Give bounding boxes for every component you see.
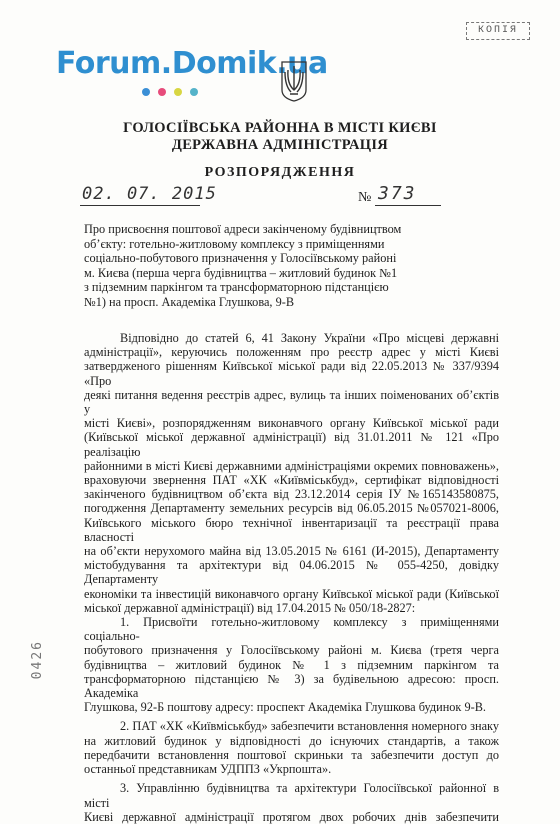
number-underline — [375, 205, 441, 206]
preamble-line: погодження Департаменту земельних ресурсів від 06.05.2015 №057021-8006, — [84, 501, 499, 516]
preamble-line: економіки та інвестицій виконавчого органу Київської міської ради (Київської — [84, 586, 499, 601]
handwritten-date: 02. 07. 2015 — [82, 184, 217, 204]
subject-line: Про присвоєння поштової адреси закінченому будівництвом — [84, 222, 402, 236]
watermark-logo: Forum.Domik.ua — [56, 46, 328, 81]
watermark-dot — [158, 88, 166, 96]
subject-line: м. Києва (перша черга будівництва – житловий будинок №1 — [84, 265, 398, 280]
preamble-line: (Київської міської державної адміністрації) від 31.01.2011 № 121 «Про реалізацію — [84, 430, 499, 459]
trident-emblem-icon — [280, 60, 308, 102]
item3-line: 3. Управлінню будівництва та архітектури Голосіївської районної в місті — [84, 781, 499, 810]
item2-line: останньої представникам УДППЗ «Укрпошта». — [84, 762, 332, 777]
subject-block — [84, 222, 414, 309]
watermark-dot — [190, 88, 198, 96]
org-name-line1: ГОЛОСІЇВСЬКА РАЙОННА В МІСТІ КИЄВІ — [123, 120, 437, 136]
date-underline — [80, 205, 200, 206]
watermark-dot — [174, 88, 182, 96]
item1-line: будівництва – житловий будинок № 1 з підземним паркінгом та — [84, 657, 499, 672]
item2-line: на житловий будинок у відповідності до існуючих стандартів, а також — [84, 733, 499, 748]
preamble-line: районними в місті Києві державними адміністраціями окремих повноважень», — [84, 458, 499, 473]
preamble-line: на об’єкти нерухомого майна від 13.05.2015 № 6161 (И-2015), Департаменту — [84, 544, 499, 559]
subject-line: об’єкту: готельно-житловому комплексу з приміщеннями — [84, 236, 385, 251]
subject-line: соціально-побутового призначення у Голосіївському районі — [84, 251, 397, 265]
preamble-line: міської державної адміністрації) від 17.04.2015 № 050/18-2827: — [84, 600, 416, 615]
body-text — [84, 331, 499, 824]
item2-line: передбачити встановлення поштової скриньки та забезпечити доступ до — [84, 747, 499, 762]
copy-stamp: КОПІЯ — [466, 22, 530, 40]
preamble-line: враховуючи звернення ПАТ «ХК «Київміськбуд», сертифікат відповідності — [84, 473, 499, 488]
item2-line: 2. ПАТ «ХК «Київміськбуд» забезпечити встановлення номерного знаку — [120, 719, 499, 734]
number-label: № — [358, 190, 372, 205]
preamble-line: Київського міського бюро технічної інвентаризації та реєстрації права власності — [84, 515, 499, 544]
subject-line: з підземним паркінгом та трансформаторною підстанцією — [84, 280, 389, 294]
handwritten-number: 373 — [378, 183, 417, 204]
preamble-line: місті Києві», розпорядженням виконавчого органу Київської міської ради — [84, 416, 499, 431]
item1-line: 1. Присвоїти готельно-житловому комплексу з приміщеннями соціально- — [84, 615, 499, 644]
watermark-dot — [142, 88, 150, 96]
preamble-line: затвердженого рішенням Київської міської ради від 22.05.2013 № 337/9394 «Про — [84, 359, 499, 388]
preamble-line: адміністрації», керуючись положенням про реєстр адрес у місті Києві — [84, 345, 499, 360]
subject-line: №1) на просп. Академіка Глушкова, 9-В — [84, 294, 295, 309]
document-type-title: РОЗПОРЯДЖЕННЯ — [204, 165, 356, 180]
preamble-line: закінченого будівництвом об’єкта від 23.12.2014 серія ІУ №165143580875, — [84, 487, 499, 502]
item1-line: трансформаторною підстанцією № 3) за будівельною адресою: просп. Академіка — [84, 671, 499, 701]
item1-line: Глушкова, 92-Б поштову адресу: проспект Академіка Глушкова будинок 9-В. — [84, 700, 486, 715]
preamble-line: Відповідно до статей 6, 41 Закону України «Про місцеві державні — [120, 331, 499, 345]
preamble-line: деякі питання ведення реєстрів адрес, вулиць та інших поіменованих об’єктів у — [84, 387, 499, 417]
margin-handwritten-number: 0426 — [30, 640, 45, 680]
watermark-dots — [142, 88, 198, 96]
org-name-line2: ДЕРЖАВНА АДМІНІСТРАЦІЯ — [171, 137, 389, 153]
item3-line: Києві державної адміністрації протягом двох робочих днів забезпечити — [84, 809, 499, 824]
item1-line: побутового призначення у Голосіївському районі м. Києва (третя черга — [84, 643, 499, 658]
preamble-line: містобудування та архітектури від 04.06.2015 № 055-4250, довідку Департаменту — [84, 558, 499, 587]
